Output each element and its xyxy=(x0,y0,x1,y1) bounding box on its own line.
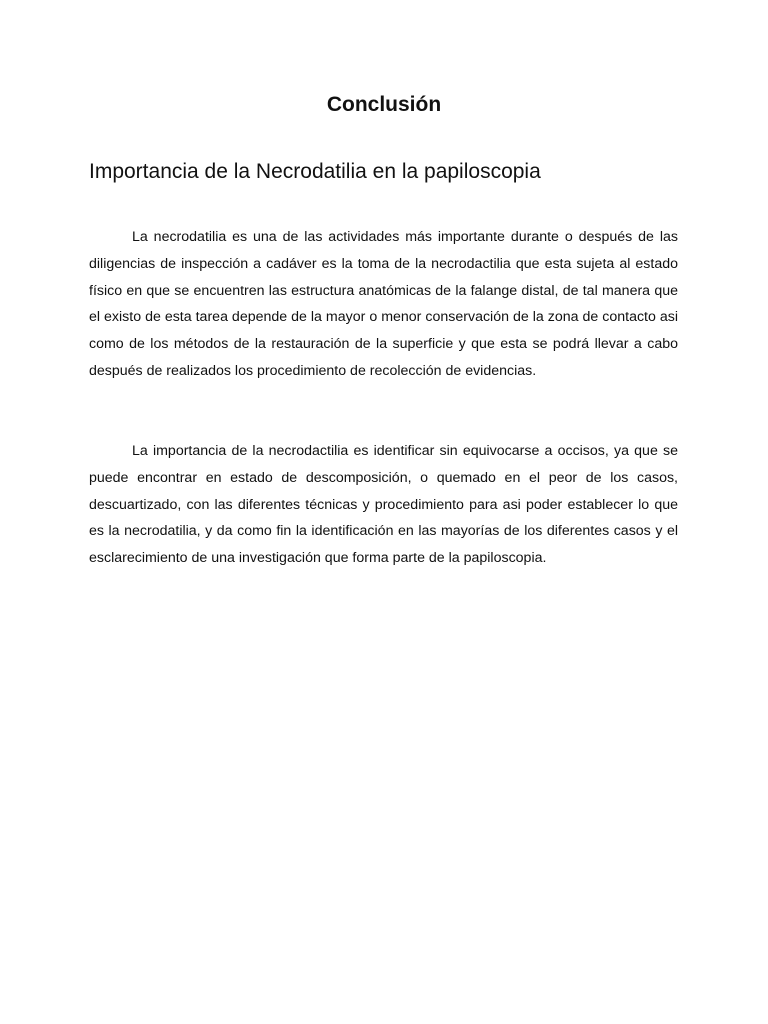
paragraph-1: La necrodatilia es una de las actividades más importante durante o después de las diligencias de inspección a cadáver es la toma de la necrodactilia que esta sujeta al estado físico en que se encuentren las estructura anatómicas de la falange distal, de tal manera que el existo de esta tarea depende de la mayor o menor conservación de la zona de contacto asi como de los métodos de la restauración de la superficie y que esta se podrá llevar a cabo después de realizados los procedimiento de recolección de evidencias. xyxy=(89,229,678,379)
section-heading: Importancia de la Necrodatilia en la papiloscopia xyxy=(89,160,541,183)
paragraph-2: La importancia de la necrodactilia es identificar sin equivocarse a occisos, ya que se puede encontrar en estado de descomposición, o quemado en el peor de los casos, descuartizado, con las diferentes técnicas y procedimiento para asi poder establecer lo que es la necrodatilia, y da como fin la identificación en las mayorías de los diferentes casos y el esclarecimiento de una investigación que forma parte de la papiloscopia. xyxy=(89,443,678,567)
page-title: Conclusión xyxy=(326,93,442,116)
